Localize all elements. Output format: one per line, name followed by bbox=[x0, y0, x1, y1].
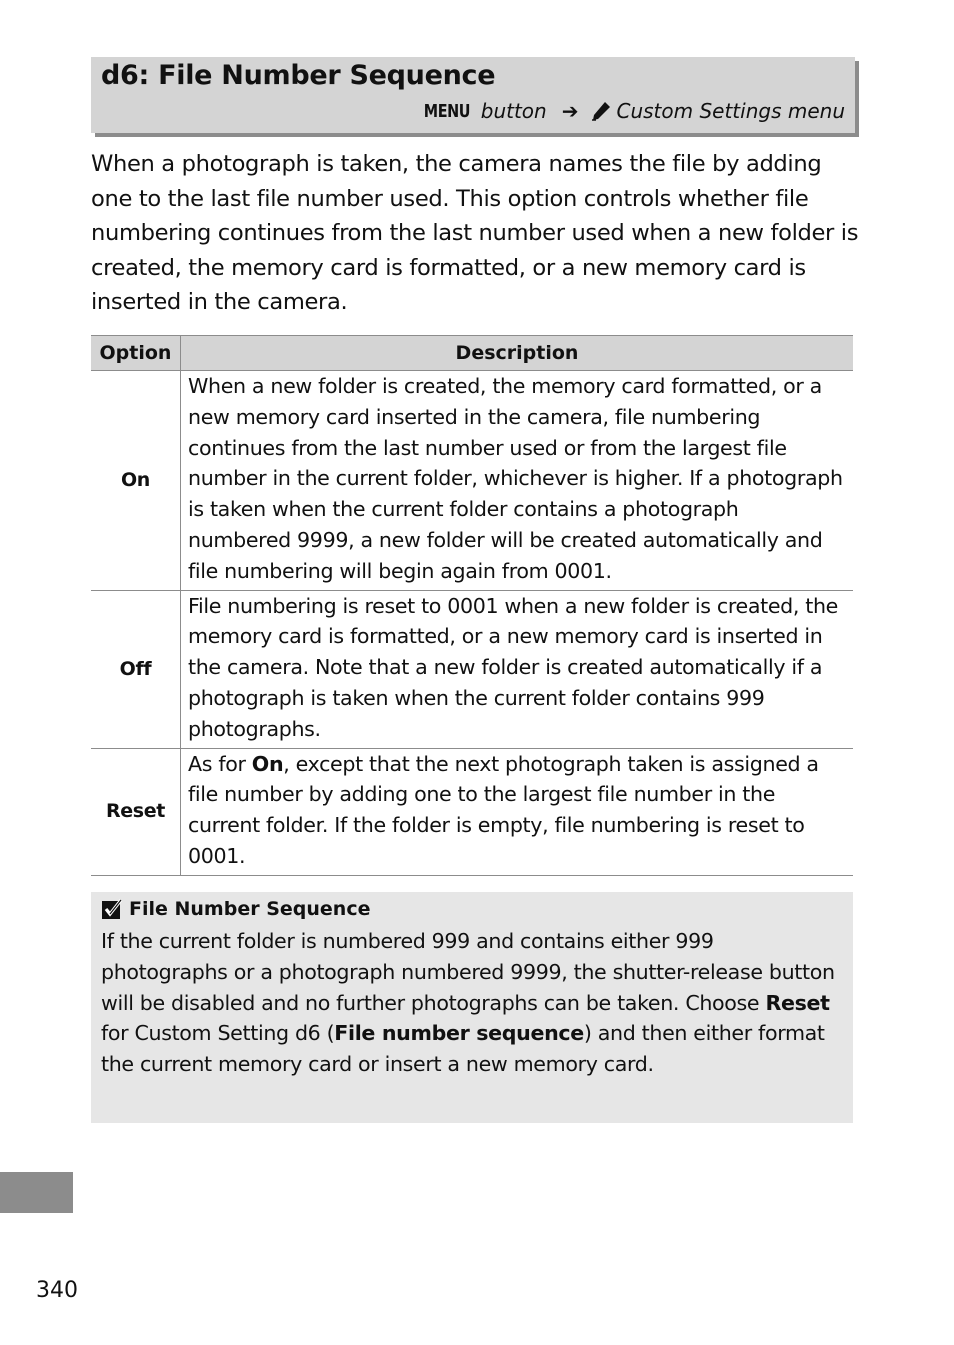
menu-button-label: MENU bbox=[423, 100, 470, 122]
option-off: Off bbox=[91, 590, 181, 748]
pencil-icon bbox=[591, 101, 611, 121]
option-on: On bbox=[91, 371, 181, 591]
page-number: 340 bbox=[36, 1278, 78, 1303]
table-header-row bbox=[91, 336, 853, 371]
table-row bbox=[91, 371, 853, 591]
note-heading bbox=[101, 898, 370, 920]
check-icon bbox=[101, 898, 123, 920]
note-bold-reset: Reset bbox=[765, 990, 830, 1015]
column-header-description: Description bbox=[181, 336, 854, 371]
option-off-description: File numbering is reset to 0001 when a new folder is created, the memory card is formatted, or a new memory card is inserted in the camera. Note that a new folder is created automatically if a photograph is taken when the current folder contains 999 photographs. bbox=[181, 590, 854, 748]
column-header-option: Option bbox=[91, 336, 181, 371]
option-reset: Reset bbox=[91, 748, 181, 875]
note-bold-setting: File number sequence bbox=[334, 1021, 584, 1046]
page-title: d6: File Number Sequence bbox=[101, 60, 496, 91]
intro-paragraph: When a photograph is taken, the camera names the file by adding one to the last file number used. This option controls whether file numbering continues from the last number used when a new folder is created, the memory card is formatted, or a new memory card is inserted in the camera. bbox=[91, 151, 859, 316]
menu-path-target: Custom Settings menu bbox=[616, 99, 845, 123]
menu-path bbox=[418, 99, 845, 123]
description-bold-on: On bbox=[251, 751, 284, 776]
table-row bbox=[91, 748, 853, 875]
table-row bbox=[91, 590, 853, 748]
note-text-part: If the current folder is numbered 999 and contains either 999 photographs or a photograph numbered 9999, the shutter-release button will be disabled and no further photographs can be taken. Choose bbox=[101, 929, 835, 1015]
section-header bbox=[91, 57, 855, 133]
option-reset-description bbox=[181, 748, 854, 875]
description-text: , except that the next photograph taken is assigned a file number by adding one to the largest file number in the current folder. If the folder is empty, file numbering is reset to 0001. bbox=[188, 751, 819, 868]
note-box bbox=[91, 892, 853, 1123]
note-text-part: ) and then either format the current memory card or insert a new memory card. bbox=[101, 1021, 825, 1077]
note-title: File Number Sequence bbox=[129, 898, 371, 920]
note-text bbox=[101, 926, 846, 1080]
description-text: As for bbox=[188, 751, 252, 776]
note-text-part: for Custom Setting d6 ( bbox=[101, 1021, 335, 1046]
menu-path-button: button bbox=[480, 99, 547, 123]
arrow-right-icon: ➔ bbox=[561, 99, 579, 123]
option-on-description: When a new folder is created, the memory card formatted, or a new memory card inserted in the camera, file numbering continues from the last number used or from the largest file number in the current folder, whichever is higher. If a photograph is taken when the current folder contains a photograph numbered 9999, a new folder will be created automatically and file numbering will begin again from 0001. bbox=[181, 371, 854, 591]
options-table bbox=[91, 335, 853, 876]
section-tab-marker bbox=[0, 1172, 73, 1213]
